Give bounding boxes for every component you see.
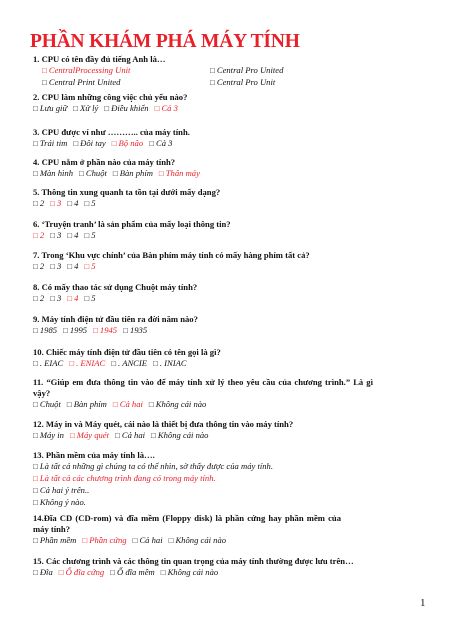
- checkbox-icon[interactable]: □: [153, 358, 158, 368]
- answer-options: [33, 535, 425, 547]
- checkbox-icon[interactable]: □: [33, 485, 38, 495]
- answer-label: . ANCIE: [118, 357, 148, 368]
- answer-option[interactable]: [70, 430, 109, 440]
- answer-option[interactable]: [33, 261, 44, 271]
- question-8: [33, 282, 425, 305]
- checkbox-icon[interactable]: □: [33, 497, 38, 507]
- answer-label: Là tất cả các chương trình đang có trong máy tính.: [39, 472, 216, 483]
- checkbox-icon[interactable]: □: [84, 230, 90, 240]
- question-text: 7. Trong ‘Khu vực chính’ của Bàn phím máy tính có mấy hàng phím tất cả?: [33, 250, 310, 260]
- answer-label: Không cái nào: [167, 566, 219, 577]
- question-7: [33, 250, 425, 273]
- checkbox-icon[interactable]: □: [111, 358, 117, 368]
- option-column: [210, 77, 378, 89]
- checkbox-icon[interactable]: □: [93, 325, 98, 335]
- checkbox-icon[interactable]: □: [84, 293, 90, 303]
- answer-options: [33, 567, 425, 579]
- checkbox-icon[interactable]: □: [69, 358, 75, 368]
- answer-label: 1995: [69, 324, 88, 335]
- question-text: 10. Chiếc máy tính điện tử đầu tiên có tên gọi là gì?: [33, 347, 221, 357]
- answer-label: Cả hai: [121, 429, 146, 440]
- answer-option[interactable]: [42, 77, 120, 87]
- checkbox-icon[interactable]: □: [168, 535, 174, 545]
- answer-label: Central Print United: [48, 76, 121, 87]
- checkbox-icon[interactable]: □: [42, 65, 47, 75]
- answer-options: [33, 168, 425, 180]
- answer-option[interactable]: [63, 325, 87, 335]
- question-text: 2. CPU làm những công việc chủ yếu nào?: [33, 92, 188, 102]
- answer-label: Máy in: [39, 429, 64, 440]
- option-column: [42, 65, 210, 77]
- answer-label: 1985: [39, 324, 58, 335]
- checkbox-icon[interactable]: □: [33, 138, 38, 148]
- checkbox-icon[interactable]: □: [79, 168, 84, 178]
- answer-label: Cả hai ý trên..: [39, 484, 90, 495]
- options-row: [33, 473, 425, 485]
- answer-label: Đôi tay: [80, 137, 106, 148]
- checkbox-icon[interactable]: □: [84, 261, 90, 271]
- answer-label: Không cái nào: [155, 398, 207, 409]
- answer-option[interactable]: [50, 198, 61, 208]
- answer-options: [33, 358, 425, 370]
- answer-option[interactable]: [69, 358, 105, 368]
- answer-label: Cả hai: [119, 398, 143, 409]
- answer-label: Điều khiển: [111, 102, 149, 113]
- answer-option[interactable]: [84, 230, 95, 240]
- answer-option[interactable]: [112, 138, 143, 148]
- answer-options: [33, 230, 425, 242]
- answer-label: Là tất cả những gì chúng ta có thể nhìn, sờ thấy được của máy tính.: [39, 460, 273, 471]
- answer-label: . ENIAC: [76, 357, 106, 368]
- answer-label: 1945: [99, 324, 118, 335]
- question-9: [33, 314, 425, 337]
- answer-label: Chuột: [85, 167, 107, 178]
- answer-option[interactable]: [67, 261, 78, 271]
- answer-label: 3: [56, 197, 62, 208]
- checkbox-icon[interactable]: □: [151, 430, 156, 440]
- answer-label: 2: [39, 229, 45, 240]
- question-4: [33, 157, 425, 180]
- answer-option[interactable]: [73, 138, 105, 148]
- checkbox-icon[interactable]: □: [42, 77, 47, 87]
- checkbox-icon[interactable]: □: [73, 103, 78, 113]
- checkbox-icon[interactable]: □: [50, 293, 55, 303]
- answer-options: [33, 430, 425, 442]
- answer-option[interactable]: [149, 138, 172, 148]
- question-text: 1. CPU có tên đầy đủ tiếng Anh là…: [33, 54, 166, 64]
- question-text: 4. CPU nằm ở phần nào của máy tính?: [33, 157, 176, 167]
- question-text: 5. Thông tin xung quanh ta tồn tại dưới mấy dạng?: [33, 187, 221, 197]
- answer-label: Cả hai: [139, 534, 163, 545]
- answer-option[interactable]: [50, 230, 61, 240]
- answer-options: [33, 325, 425, 337]
- answer-option[interactable]: [33, 535, 76, 545]
- answer-label: Không ý nào.: [39, 496, 86, 507]
- answer-label: 3: [56, 292, 62, 303]
- question-text: 14.Đĩa CD (CD-rom) và đĩa mềm (Floppy disk) là phần cứng hay phần mềm của máy tính?: [33, 513, 341, 534]
- answer-option[interactable]: [67, 230, 78, 240]
- checkbox-icon[interactable]: □: [82, 535, 88, 545]
- answer-label: 5: [91, 260, 96, 271]
- answer-label: 2: [39, 260, 45, 271]
- answer-option[interactable]: [33, 567, 53, 577]
- answer-option[interactable]: [67, 198, 78, 208]
- checkbox-icon[interactable]: □: [33, 293, 38, 303]
- answer-label: 5: [91, 229, 96, 240]
- checkbox-icon[interactable]: □: [33, 535, 38, 545]
- answer-option[interactable]: [155, 103, 178, 113]
- checkbox-icon[interactable]: □: [67, 293, 73, 303]
- answer-label: Lưu giữ: [39, 102, 68, 113]
- checkbox-icon[interactable]: □: [154, 103, 160, 113]
- answer-option[interactable]: [33, 497, 86, 507]
- checkbox-icon[interactable]: □: [149, 138, 154, 148]
- checkbox-icon[interactable]: □: [33, 399, 38, 409]
- checkbox-icon[interactable]: □: [158, 168, 164, 178]
- answer-option[interactable]: [110, 567, 155, 577]
- checkbox-icon[interactable]: □: [210, 77, 215, 87]
- answer-label: Ổ đĩa cứng: [65, 566, 105, 577]
- question-3: [33, 127, 425, 150]
- question-14: [33, 513, 425, 547]
- options-row: [33, 77, 425, 89]
- checkbox-icon[interactable]: □: [115, 430, 120, 440]
- question-text: 11. “Giúp em đưa thông tin vào để máy tính xử lý theo yêu cầu của chương trình.” Là gì vậy?: [33, 377, 373, 398]
- answer-label: Bộ não: [118, 137, 144, 148]
- answer-label: . EIAC: [39, 357, 64, 368]
- answer-option[interactable]: [33, 485, 89, 495]
- checkbox-icon[interactable]: □: [132, 535, 138, 545]
- answer-option[interactable]: [111, 358, 147, 368]
- question-6: [33, 219, 425, 242]
- answer-label: 4: [74, 292, 79, 303]
- answer-label: 3: [56, 260, 62, 271]
- answer-label: Máy quét: [76, 429, 110, 440]
- checkbox-icon[interactable]: □: [63, 325, 68, 335]
- checkbox-icon[interactable]: □: [33, 103, 38, 113]
- answer-label: 2: [39, 292, 45, 303]
- answer-option[interactable]: [84, 293, 95, 303]
- question-text: 12. Máy in và Máy quét, cái nào là thiết bị đưa thông tin vào máy tính?: [33, 419, 294, 429]
- checkbox-icon[interactable]: □: [111, 138, 117, 148]
- answer-option[interactable]: [33, 430, 64, 440]
- question-10: [33, 347, 425, 370]
- answer-option[interactable]: [93, 325, 117, 335]
- question-text: 13. Phần mềm của máy tính là….: [33, 450, 155, 460]
- question-2: [33, 92, 425, 115]
- answer-label: 2: [39, 197, 45, 208]
- answer-label: 4: [74, 260, 79, 271]
- answer-label: Đĩa: [39, 566, 53, 577]
- answer-option[interactable]: [84, 261, 95, 271]
- answer-options: [33, 103, 425, 115]
- answer-option[interactable]: [67, 293, 78, 303]
- answer-label: 4: [74, 197, 79, 208]
- checkbox-icon[interactable]: □: [112, 399, 118, 409]
- answer-option[interactable]: [33, 399, 61, 409]
- checkbox-icon[interactable]: □: [69, 430, 75, 440]
- answer-label: Thân máy: [165, 167, 200, 178]
- answer-option[interactable]: [33, 138, 67, 148]
- checkbox-icon[interactable]: □: [123, 325, 128, 335]
- question-15: [33, 556, 425, 579]
- answer-option[interactable]: [210, 65, 283, 75]
- answer-label: Ổ đĩa mềm: [117, 566, 155, 577]
- checkbox-icon[interactable]: □: [73, 138, 79, 148]
- options-row: [33, 485, 425, 497]
- answer-label: Phần mềm: [39, 534, 77, 545]
- answer-option[interactable]: [33, 293, 44, 303]
- answer-label: Màn hình: [39, 167, 74, 178]
- checkbox-icon[interactable]: □: [112, 168, 118, 178]
- checkbox-icon[interactable]: □: [33, 168, 38, 178]
- question-5: [33, 187, 425, 210]
- answer-label: Không cái nào: [157, 429, 209, 440]
- answer-options: [33, 399, 425, 411]
- answer-option[interactable]: [50, 293, 61, 303]
- answer-label: 5: [91, 197, 96, 208]
- checkbox-icon[interactable]: □: [33, 230, 38, 240]
- option-column: [210, 65, 378, 77]
- question-text: 9. Máy tính điện tử đầu tiên ra đời năm nào?: [33, 314, 198, 324]
- question-text: 6. ‘Truyện tranh’ là sản phẩm của mấy loại thông tin?: [33, 219, 231, 229]
- answer-option[interactable]: [33, 198, 44, 208]
- answer-label: Phần cứng: [89, 534, 127, 545]
- answer-option[interactable]: [115, 430, 145, 440]
- answer-label: Bàn phím: [73, 398, 107, 409]
- answer-option[interactable]: [169, 535, 226, 545]
- answer-option[interactable]: [104, 103, 148, 113]
- answer-label: Central Pro United: [216, 64, 284, 75]
- options-row: [33, 497, 425, 509]
- answer-option[interactable]: [50, 261, 61, 271]
- answer-option[interactable]: [133, 535, 163, 545]
- answer-label: 4: [74, 229, 79, 240]
- checkbox-icon[interactable]: □: [33, 198, 38, 208]
- checkbox-icon[interactable]: □: [33, 261, 38, 271]
- answer-option[interactable]: [33, 461, 273, 471]
- answer-option[interactable]: [33, 358, 63, 368]
- page-title: PHẦN KHÁM PHÁ MÁY TÍNH: [30, 31, 300, 52]
- checkbox-icon[interactable]: □: [33, 461, 38, 471]
- answer-label: 3: [56, 229, 62, 240]
- answer-label: Cả 3: [161, 102, 178, 113]
- checkbox-icon[interactable]: □: [104, 103, 110, 113]
- answer-option[interactable]: [151, 430, 208, 440]
- answer-option[interactable]: [149, 399, 206, 409]
- checkbox-icon[interactable]: □: [33, 325, 38, 335]
- checkbox-icon[interactable]: □: [67, 261, 73, 271]
- answer-label: 5: [91, 292, 96, 303]
- answer-label: 1935: [129, 324, 148, 335]
- answer-option[interactable]: [33, 168, 73, 178]
- question-1: [33, 54, 425, 89]
- answer-label: Chuột: [39, 398, 61, 409]
- page-number: 1: [420, 597, 426, 609]
- answer-label: Bàn phím: [119, 167, 153, 178]
- checkbox-icon[interactable]: □: [160, 567, 166, 577]
- answer-options: [33, 65, 425, 89]
- checkbox-icon[interactable]: □: [110, 567, 116, 577]
- question-11: [33, 377, 425, 411]
- answer-label: Cả 3: [155, 137, 173, 148]
- answer-label: CentralProcessing Unit: [48, 64, 131, 75]
- answer-option[interactable]: [210, 77, 275, 87]
- checkbox-icon[interactable]: □: [67, 230, 73, 240]
- answer-label: Central Pro Unit: [216, 76, 276, 87]
- answer-option[interactable]: [153, 358, 187, 368]
- answer-label: . INIAC: [159, 357, 187, 368]
- checkbox-icon[interactable]: □: [33, 430, 38, 440]
- question-13: [33, 450, 425, 509]
- checkbox-icon[interactable]: □: [148, 399, 154, 409]
- answer-options: [33, 138, 425, 150]
- checkbox-icon[interactable]: □: [66, 399, 72, 409]
- answer-option[interactable]: [33, 230, 44, 240]
- checkbox-icon[interactable]: □: [84, 198, 90, 208]
- question-text: 3. CPU được ví như ……….. của máy tính.: [33, 127, 190, 137]
- checkbox-icon[interactable]: □: [33, 358, 38, 368]
- checkbox-icon[interactable]: □: [58, 567, 64, 577]
- checkbox-icon[interactable]: □: [210, 65, 215, 75]
- question-text: 15. Các chương trình và các thông tin quan trọng của máy tính thường được lưu trên…: [33, 556, 354, 566]
- checkbox-icon[interactable]: □: [33, 473, 38, 483]
- answer-options: [33, 293, 425, 305]
- answer-label: Xử lý: [79, 102, 99, 113]
- answer-option[interactable]: [42, 65, 130, 75]
- answer-option[interactable]: [113, 399, 143, 409]
- answer-option[interactable]: [33, 325, 57, 335]
- checkbox-icon[interactable]: □: [50, 198, 55, 208]
- answer-options: [33, 198, 425, 210]
- answer-label: Không cái nào: [175, 534, 227, 545]
- checkbox-icon[interactable]: □: [33, 567, 38, 577]
- answer-option[interactable]: [33, 473, 216, 483]
- answer-option[interactable]: [161, 567, 218, 577]
- answer-label: Trái tim: [39, 137, 68, 148]
- options-row: [33, 65, 425, 77]
- answer-option[interactable]: [59, 567, 104, 577]
- answer-option[interactable]: [33, 103, 67, 113]
- checkbox-icon[interactable]: □: [50, 230, 55, 240]
- answer-options: [33, 261, 425, 273]
- option-column: [42, 77, 210, 89]
- answer-option[interactable]: [79, 168, 107, 178]
- answer-options: [33, 461, 425, 509]
- answer-option[interactable]: [73, 103, 98, 113]
- answer-option[interactable]: [123, 325, 147, 335]
- question-text: 8. Có mấy thao tác sử dụng Chuột máy tính?: [33, 282, 198, 292]
- answer-option[interactable]: [159, 168, 200, 178]
- answer-option[interactable]: [113, 168, 153, 178]
- checkbox-icon[interactable]: □: [50, 261, 55, 271]
- options-row: [33, 461, 425, 473]
- checkbox-icon[interactable]: □: [67, 198, 73, 208]
- answer-option[interactable]: [82, 535, 126, 545]
- question-12: [33, 419, 425, 442]
- answer-option[interactable]: [67, 399, 107, 409]
- answer-option[interactable]: [84, 198, 95, 208]
